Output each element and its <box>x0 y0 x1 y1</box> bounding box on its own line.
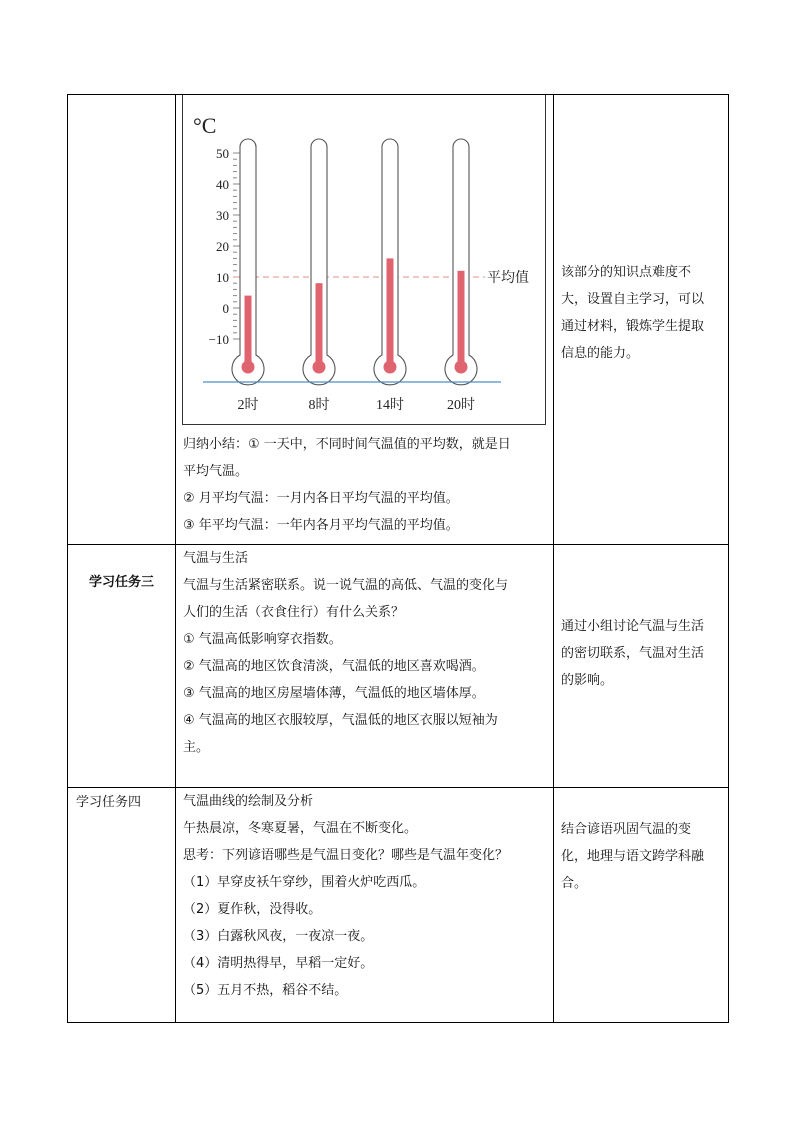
note-line: 信息的能力。 <box>561 346 640 361</box>
task-label-cell <box>68 95 176 545</box>
mercury-bulb <box>384 361 397 374</box>
mercury-bulb <box>313 361 326 374</box>
content-line: ④ 气温高的地区衣服较厚，气温低的地区衣服以短袖为 <box>183 713 498 729</box>
thermometer-chart-svg <box>183 95 544 425</box>
task-label-cell <box>68 787 176 1022</box>
summary-line: 归纳小结：① 一天中，不同时间气温值的平均数，就是日 <box>183 437 511 452</box>
content-line: 人们的生活（衣食住行）有什么关系？ <box>183 605 405 621</box>
design-intent-cell <box>554 95 729 545</box>
mercury-bulb <box>455 361 468 374</box>
content-line: ① 气温高低影响穿衣指数。 <box>183 632 342 648</box>
category-label: 2时 <box>237 398 259 413</box>
note-line: 通过材料，锻炼学生提取 <box>561 319 705 334</box>
task-label: 学习任务三 <box>88 575 154 591</box>
y-tick-label: −10 <box>208 332 229 347</box>
content-line: ③ 气温高的地区房屋墙体薄，气温低的地区墙体厚。 <box>183 686 485 702</box>
y-tick-label: 40 <box>216 177 229 192</box>
content-line: 气温与生活 <box>183 551 249 567</box>
content-line: （5）五月不热，稻谷不结。 <box>183 982 348 998</box>
summary-line: ② 月平均气温：一月内各日平均气温的平均值。 <box>183 491 459 506</box>
y-tick-label: 0 <box>222 301 229 316</box>
content-cell <box>176 787 554 1022</box>
content-line: （3）白露秋风夜，一夜凉一夜。 <box>183 928 374 944</box>
note-line: 通过小组讨论气温与生活 <box>561 619 705 635</box>
summary-block <box>183 431 511 539</box>
design-intent-cell <box>554 787 729 1022</box>
content-line: 主。 <box>183 740 210 756</box>
category-label: 14时 <box>376 398 404 413</box>
content-line: 思考：下列谚语哪些是气温日变化？哪些是气温年变化？ <box>183 847 509 863</box>
lesson-plan-table <box>67 94 729 1023</box>
content-cell <box>176 95 554 545</box>
table-row <box>68 545 729 787</box>
mercury-bar <box>387 258 394 367</box>
category-label: 8时 <box>308 398 330 413</box>
task-label: 学习任务四 <box>76 794 142 810</box>
thermometer-chart <box>182 95 546 425</box>
note-line: 的密切联系，气温对生活 <box>561 646 705 662</box>
note-line: 该部分的知识点难度不 <box>561 265 692 280</box>
content-line: （4）清明热得早，早稻一定好。 <box>183 955 374 971</box>
y-tick-label: 10 <box>216 270 229 285</box>
note-line: 结合谚语巩固气温的变 <box>561 821 692 837</box>
y-tick-label: 20 <box>216 239 229 254</box>
note-line: 化，地理与语文跨学科融 <box>561 848 705 864</box>
design-intent-cell <box>554 545 729 787</box>
category-label: 20时 <box>447 398 475 413</box>
note-line: 合。 <box>561 875 588 891</box>
summary-line: ③ 年平均气温：一年内各月平均气温的平均值。 <box>183 518 459 533</box>
content-line: 气温曲线的绘制及分析 <box>183 793 314 809</box>
content-line: 气温与生活紧密联系。说一说气温的高低、气温的变化与 <box>183 578 509 594</box>
mercury-bar <box>245 296 252 367</box>
task-label-cell <box>68 545 176 787</box>
content-line: 午热晨凉，冬寒夏暑，气温在不断变化。 <box>183 820 418 836</box>
mercury-bulb <box>242 361 255 374</box>
table-row <box>68 787 729 1022</box>
content-cell <box>176 545 554 787</box>
summary-line: 平均气温。 <box>183 464 249 479</box>
y-tick-label: 30 <box>216 208 229 223</box>
content-line: （2）夏作秋，没得收。 <box>183 901 322 917</box>
note-line: 大，设置自主学习，可以 <box>561 292 705 307</box>
content-line: （1）早穿皮袄午穿纱，围着火炉吃西瓜。 <box>183 874 426 890</box>
note-line: 的影响。 <box>561 673 614 689</box>
unit-label: °C <box>193 113 217 138</box>
y-tick-label: 50 <box>216 146 229 161</box>
table-row <box>68 95 729 545</box>
mercury-bar <box>458 271 465 367</box>
content-line: ② 气温高的地区饮食清淡，气温低的地区喜欢喝酒。 <box>183 659 485 675</box>
average-label: 平均值 <box>487 271 529 286</box>
mercury-bar <box>316 283 323 367</box>
